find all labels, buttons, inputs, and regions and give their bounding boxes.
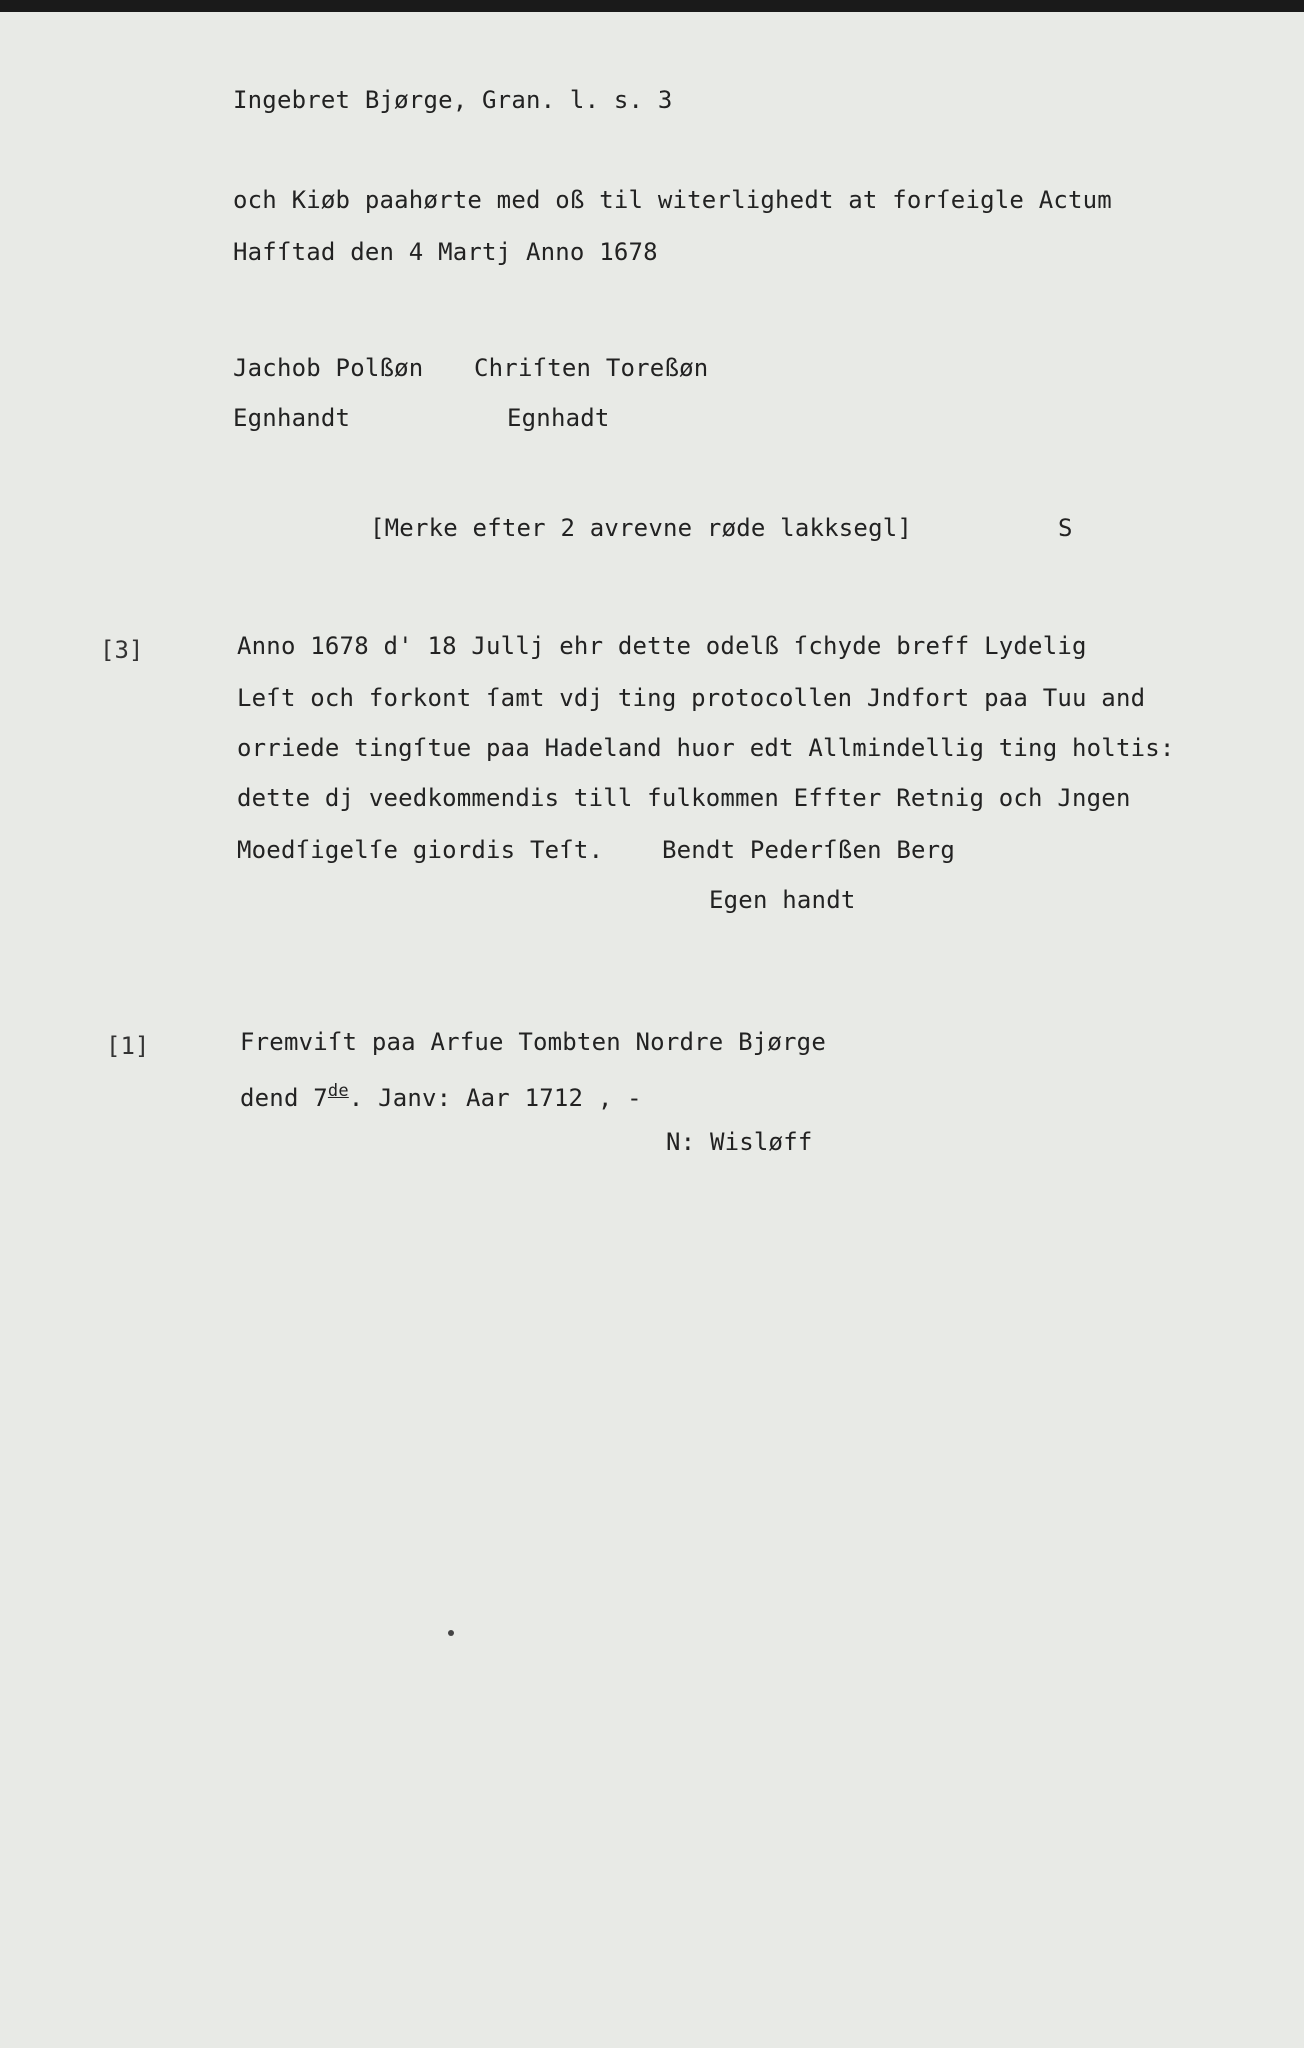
margin-marker: [1] xyxy=(106,1032,150,1060)
text-line: Anno 1678 d' 18 Jullj ehr dette odelß ſchyde breff Lydelig xyxy=(237,632,1087,660)
document-reference: Ingebret Bjørge, Gran. l. s. 3 xyxy=(233,86,673,114)
date-prefix: dend 7 xyxy=(240,1084,328,1112)
text-line: Hafſtad den 4 Martj Anno 1678 xyxy=(233,238,658,266)
witness-hand: Egnhandt xyxy=(233,404,351,432)
text-line: och Kiøb paahørte med oß til witerlighedt at forſeigle Actum xyxy=(233,186,1112,214)
text-line: dette dj veedkommendis till fulkommen Effter Retnig och Jngen xyxy=(237,784,1131,812)
witness-name: Jachob Polßøn xyxy=(233,354,424,382)
date-superscript: de xyxy=(327,1081,349,1101)
text-line: Leſt och forkont ſamt vdj ting protocollen Jndfort paa Tuu and xyxy=(237,684,1146,712)
signer-hand: Egen handt xyxy=(709,886,856,914)
margin-marker: [3] xyxy=(100,636,144,664)
signer-name: N: Wisløff xyxy=(666,1128,813,1156)
date-suffix: . Janv: Aar 1712 , - xyxy=(348,1084,642,1112)
text-line: Fremviſt paa Arfue Tombten Nordre Bjørge xyxy=(240,1028,826,1056)
seal-note: [Merke efter 2 avrevne røde lakksegl] xyxy=(370,514,913,542)
witness-hand: Egnhadt xyxy=(507,404,610,432)
scan-border xyxy=(0,0,1304,12)
seal-mark: S xyxy=(1058,514,1073,542)
date-line xyxy=(240,1081,642,1115)
signer-name: Bendt Pederſßen Berg xyxy=(662,836,955,864)
text-line: Moedſigelſe giordis Teſt. xyxy=(237,836,604,864)
text-line: orriede tingſtue paa Hadeland huor edt Allmindellig ting holtis: xyxy=(237,734,1175,762)
witness-name: Chriſten Toreßøn xyxy=(474,354,709,382)
ink-speck xyxy=(448,1630,454,1636)
